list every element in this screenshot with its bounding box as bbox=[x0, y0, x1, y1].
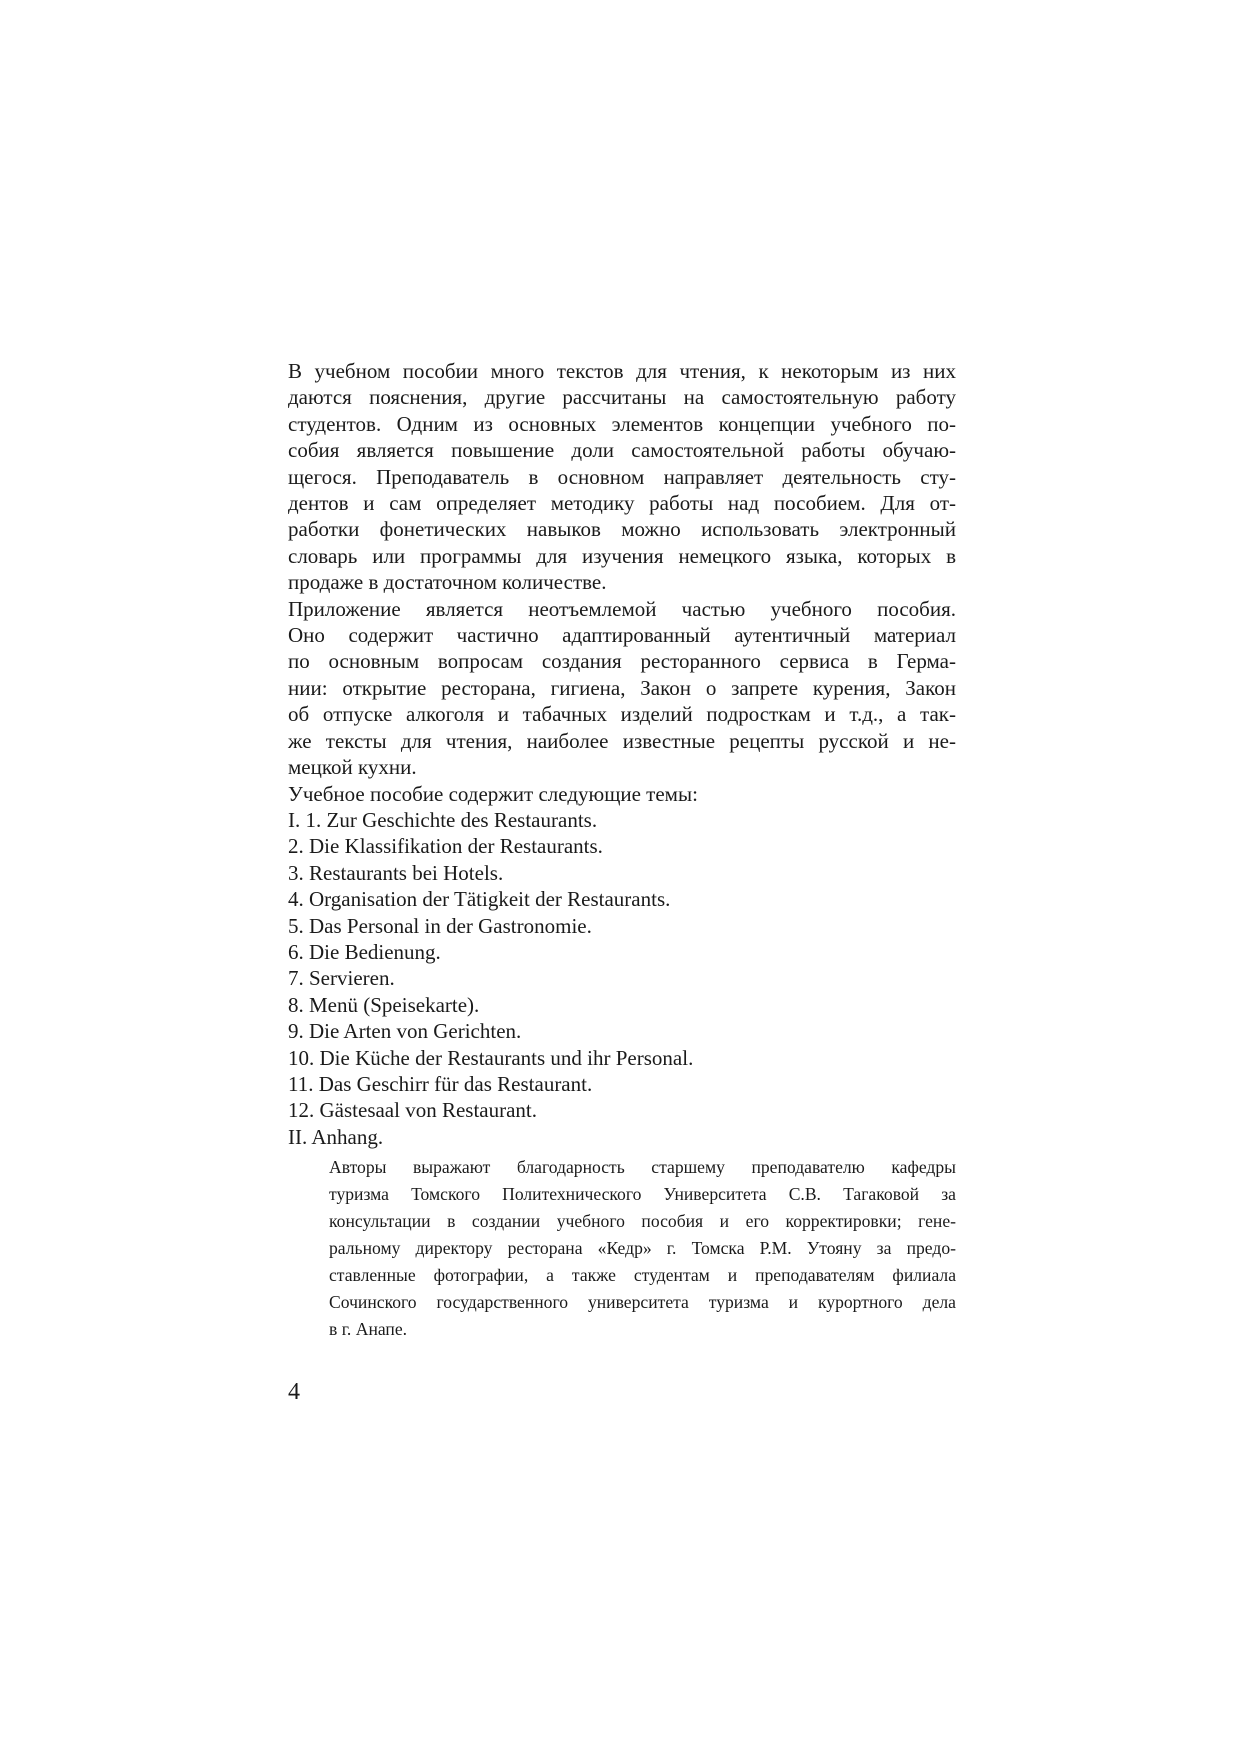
text-line: работки фонетических навыков можно использовать электронный bbox=[288, 517, 956, 542]
list-item: 7. Servieren. bbox=[288, 966, 395, 991]
list-item: 8. Menü (Speisekarte). bbox=[288, 992, 480, 1017]
ack-line: ральному директору ресторана «Кедр» г. Томска Р.М. Утояну за предо- bbox=[329, 1238, 956, 1259]
text-line: Приложение является неотъемлемой частью учебного пособия. bbox=[288, 596, 956, 621]
text-line: Оно содержит частично адаптированный аутентичный материал bbox=[288, 623, 956, 648]
text-line: даются пояснения, другие рассчитаны на самостоятельную работу bbox=[288, 385, 956, 410]
list-item: 10. Die Küche der Restaurants und ihr Personal. bbox=[288, 1045, 694, 1070]
list-item: 2. Die Klassifikation der Restaurants. bbox=[288, 834, 603, 859]
text-line: В учебном пособии много текстов для чтения, к некоторым из них bbox=[288, 359, 956, 383]
ack-line: Авторы выражают благодарность старшему преподавателю кафедры bbox=[329, 1157, 956, 1178]
list-item: 11. Das Geschirr für das Restaurant. bbox=[288, 1071, 593, 1096]
text-line: щегося. Преподаватель в основном направляет деятельность сту- bbox=[288, 464, 956, 489]
ack-line: ставленные фотографии, а также студентам и преподавателям филиала bbox=[329, 1265, 956, 1286]
page-body bbox=[288, 358, 956, 1343]
text-line: словарь или программы для изучения немецкого языка, которых в bbox=[288, 543, 956, 568]
text-line: дентов и сам определяет методику работы над пособием. Для от- bbox=[288, 491, 956, 516]
list-item: 5. Das Personal in der Gastronomie. bbox=[288, 913, 592, 938]
ack-line: консультации в создании учебного пособия и его корректировки; гене- bbox=[329, 1211, 956, 1232]
list-item: 6. Die Bedienung. bbox=[288, 939, 441, 964]
intro-paragraph bbox=[288, 358, 956, 596]
list-item: 9. Die Arten von Gerichten. bbox=[288, 1019, 522, 1044]
ack-line: туризма Томского Политехнического Университета С.В. Тагаковой за bbox=[329, 1184, 956, 1205]
appendix-paragraph bbox=[288, 596, 956, 781]
text-line: продаже в достаточном количестве. bbox=[288, 570, 607, 595]
text-line: студентов. Одним из основных элементов концепции учебного по- bbox=[288, 411, 956, 436]
list-item: 3. Restaurants bei Hotels. bbox=[288, 860, 504, 885]
acknowledgement bbox=[288, 1154, 956, 1343]
text-line: мецкой кухни. bbox=[288, 755, 417, 780]
list-item: 4. Organisation der Tätigkeit der Restaurants. bbox=[288, 887, 671, 912]
text-line: нии: открытие ресторана, гигиена, Закон о запрете курения, Закон bbox=[288, 675, 956, 700]
topics-list bbox=[288, 807, 956, 1150]
text-line: же тексты для чтения, наиболее известные рецепты русской и не- bbox=[288, 728, 956, 753]
text-line: об отпуске алкоголя и табачных изделий подросткам и т.д., а так- bbox=[288, 702, 956, 727]
list-item: 12. Gästesaal von Restaurant. bbox=[288, 1098, 538, 1123]
list-item: II. Anhang. bbox=[288, 1124, 384, 1149]
text-line: собия является повышение доли самостоятельной работы обучаю- bbox=[288, 438, 956, 463]
ack-line: в г. Анапе. bbox=[329, 1319, 408, 1340]
list-item: I. 1. Zur Geschichte des Restaurants. bbox=[288, 807, 598, 832]
text-line: по основным вопросам создания ресторанного сервиса в Герма- bbox=[288, 649, 956, 674]
page-number: 4 bbox=[288, 1379, 300, 1405]
topics-heading: Учебное пособие содержит следующие темы: bbox=[288, 781, 698, 806]
ack-line: Сочинского государственного университета туризма и курортного дела bbox=[329, 1292, 956, 1313]
